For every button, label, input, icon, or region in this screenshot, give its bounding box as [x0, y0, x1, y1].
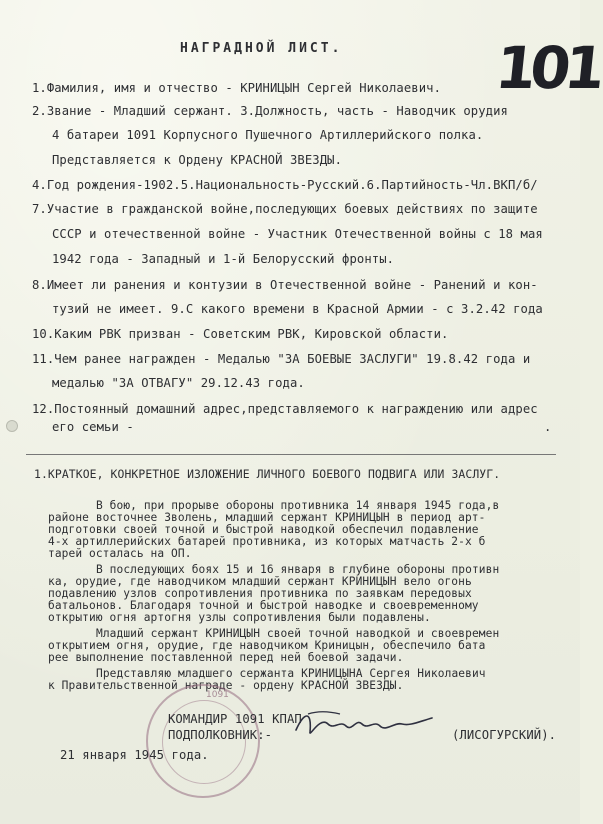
narrative-line: рее выполнение поставленной перед ней боевой задачи. [48, 651, 404, 664]
narrative-line: подавлению узлов сопротивления противника по заявкам передовых [48, 587, 472, 600]
narrative-line: открытием огня, орудие, где наводчиком Криницын, обеспечило бата [48, 639, 486, 652]
commander-rank: ПОДПОЛКОВНИК:- [168, 728, 273, 742]
narrative-line: В последующих боях 15 и 16 января в глубине обороны противн [96, 563, 500, 576]
narrative-line: 4-х артиллерийских батарей противника, из которых матчасть 2-х б [48, 535, 486, 548]
narrative-line: к Правительственной награде - ордену КРАСНОЙ ЗВЕЗДЫ. [48, 679, 404, 692]
stamp-number: 1091 [206, 690, 229, 700]
commander-name: (ЛИСОГУРСКИЙ). [452, 728, 557, 742]
field-line: 1.Фамилия, имя и отчество - КРИНИЦЫН Сергей Николаевич. [32, 81, 442, 95]
punch-hole [6, 420, 18, 432]
field-line: СССР и отечественной войне - Участник Отечественной войны с 18 мая [52, 227, 543, 241]
field-line: 8.Имеет ли ранения и контузии в Отечественной войне - Ранений и кон- [32, 278, 538, 292]
field-line: 4.Год рождения-1902.5.Национальность-Русский.6.Партийность-Чл.ВКП/б/ [32, 178, 538, 192]
field-line: 4 батареи 1091 Корпусного Пушечного Артиллерийского полка. [52, 128, 484, 142]
narrative-line: ка, орудие, где наводчиком младший сержант КРИНИЦЫН вело огонь [48, 575, 472, 588]
document-title: НАГРАДНОЙ ЛИСТ. [180, 41, 343, 56]
document-date: 21 января 1945 года. [60, 748, 209, 762]
field-line: медалью "ЗА ОТВАГУ" 29.12.43 года. [52, 376, 305, 390]
commander-title: КОМАНДИР 1091 КПАП [168, 712, 302, 726]
field-line: Представляется к Ордену КРАСНОЙ ЗВЕЗДЫ. [52, 153, 343, 167]
field-line-end: . [544, 420, 552, 434]
narrative-line: батальонов. Благодаря точной и быстрой наводке и своевременному [48, 599, 479, 612]
narrative-line: открытию огня артогня узлы сопротивления были подавлены. [48, 611, 431, 624]
sheet-number: 101 [492, 34, 603, 102]
field-line: 2.Звание - Младший сержант. 3.Должность, часть - Наводчик орудия [32, 104, 508, 118]
narrative-line: Представляю младшего сержанта КРИНИЦЫНА Сергея Николаевич [96, 667, 486, 680]
field-line: 7.Участие в гражданской войне,последующих боевых действиях по защите [32, 202, 538, 216]
narrative-line: районе восточнее Зволень, младший сержант КРИНИЦЫН в период арт- [48, 511, 486, 524]
field-line: 10.Каким РВК призван - Советским РВК, Кировской области. [32, 327, 449, 341]
field-line: 12.Постоянный домашний адрес,представляемого к награждению или адрес [32, 402, 538, 416]
field-line: 11.Чем ранее награжден - Медалью "ЗА БОЕВЫЕ ЗАСЛУГИ" 19.8.42 года и [32, 352, 531, 366]
field-line: 1942 года - Западный и 1-й Белорусский фронты. [52, 252, 395, 266]
narrative-line: Младший сержант КРИНИЦЫН своей точной наводкой и своевремен [96, 627, 500, 640]
narrative-line: тарей осталась на ОП. [48, 547, 192, 560]
section-heading: 1.КРАТКОЕ, КОНКРЕТНОЕ ИЗЛОЖЕНИЕ ЛИЧНОГО БОЕВОГО ПОДВИГА ИЛИ ЗАСЛУГ. [34, 467, 501, 481]
signature [290, 702, 440, 742]
narrative-line: В бою, при прорыве обороны противника 14 января 1945 года,в [96, 499, 500, 512]
field-line: тузий не имеет. 9.С какого времени в Красной Армии - с 3.2.42 года [52, 302, 543, 316]
field-line: его семьи - [52, 420, 134, 434]
narrative-line: подготовки своей точной и быстрой наводкой обеспечил подавление [48, 523, 479, 536]
divider [26, 454, 556, 455]
